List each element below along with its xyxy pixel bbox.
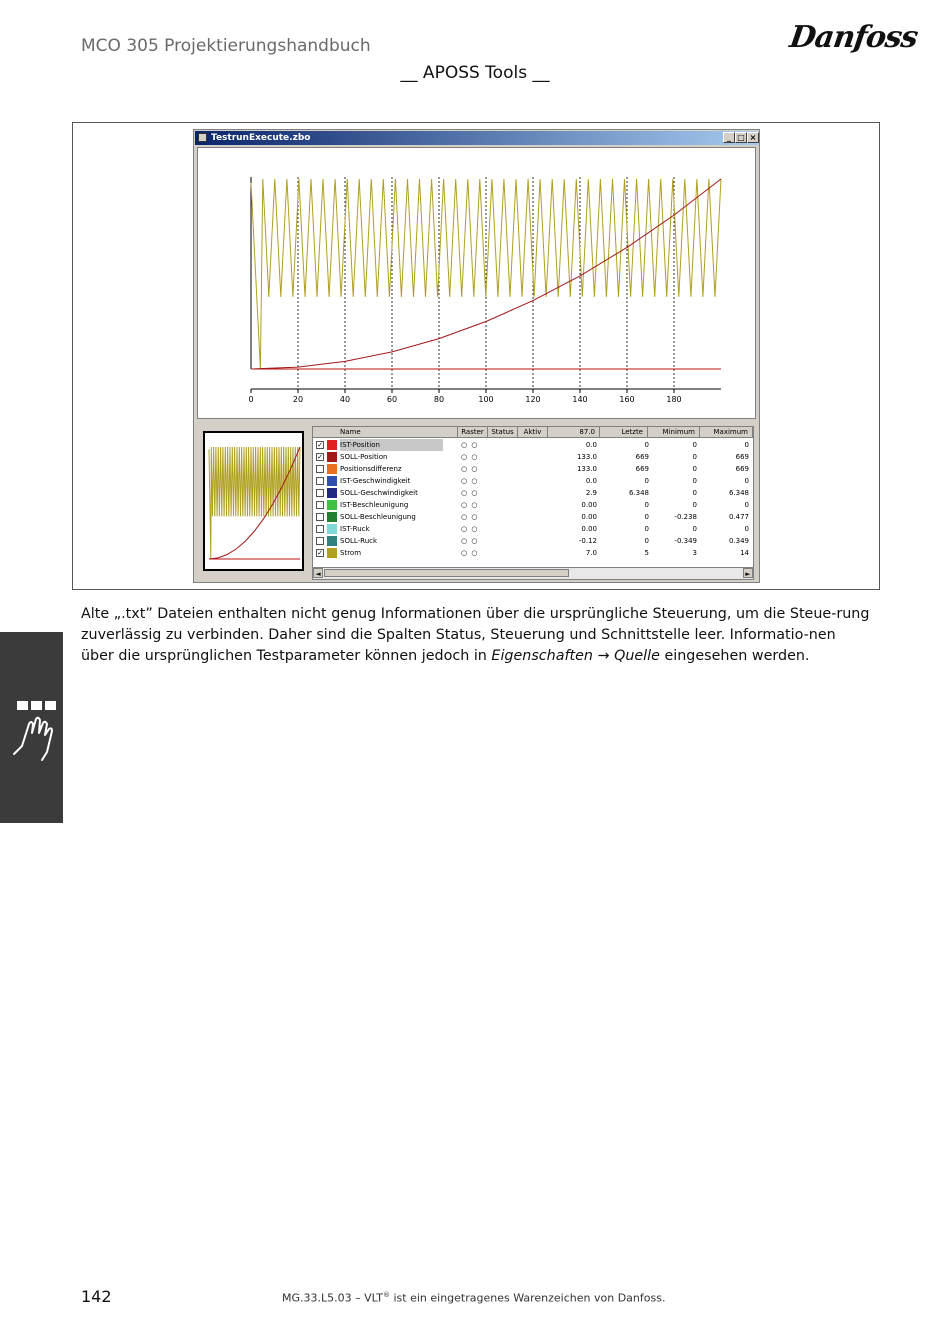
- channel-table: [312, 426, 754, 580]
- raster-radio-icons[interactable]: ○ ○: [461, 441, 479, 449]
- color-swatch[interactable]: [327, 536, 337, 546]
- cell-max: 6.348: [728, 489, 749, 497]
- channel-name: Positionsdifferenz: [340, 465, 402, 473]
- cell-last: 6.348: [628, 489, 649, 497]
- cell-min: 0: [692, 477, 697, 485]
- body-text: [81, 604, 871, 667]
- channel-checkbox[interactable]: ✓: [317, 549, 323, 557]
- channel-name: IST-Position: [340, 439, 443, 451]
- channel-name: IST-Beschleunigung: [340, 501, 409, 509]
- page-number: 142: [81, 1287, 112, 1306]
- quelle-term: Quelle: [614, 648, 660, 664]
- cell-min: -0.238: [674, 513, 697, 521]
- cell-min: 0: [692, 441, 697, 449]
- channel-name: IST-Ruck: [340, 525, 370, 533]
- cell-last: 0: [644, 441, 649, 449]
- x-tick-label: 100: [478, 395, 494, 404]
- channel-name: IST-Geschwindigkeit: [340, 477, 411, 485]
- raster-radio-icons[interactable]: ○ ○: [461, 549, 479, 557]
- cell-min: 0: [692, 465, 697, 473]
- overview-thumbnail[interactable]: [203, 431, 304, 571]
- cell-last: 5: [644, 549, 649, 557]
- scroll-thumb[interactable]: [324, 569, 569, 577]
- header-status[interactable]: Status: [488, 427, 518, 438]
- cell-min: 3: [692, 549, 697, 557]
- table-row[interactable]: [313, 547, 753, 559]
- scroll-left-icon[interactable]: ◄: [313, 568, 323, 578]
- x-tick-label: 180: [666, 395, 682, 404]
- header-minimum[interactable]: Minimum: [648, 427, 700, 438]
- cell-value: 2.9: [585, 489, 597, 497]
- window-title: TestrunExecute.zbo: [211, 133, 311, 143]
- raster-radio-icons[interactable]: ○ ○: [461, 513, 479, 521]
- table-row[interactable]: [313, 475, 753, 487]
- table-row[interactable]: [313, 535, 753, 547]
- table-row[interactable]: [313, 487, 753, 499]
- maximize-button[interactable]: □: [735, 132, 747, 143]
- raster-radio-icons[interactable]: ○ ○: [461, 525, 479, 533]
- cell-max: 669: [735, 465, 749, 473]
- color-swatch[interactable]: [327, 476, 337, 486]
- danfoss-logo: Danfoss: [787, 20, 920, 55]
- channel-checkbox[interactable]: ✓: [317, 453, 323, 461]
- x-tick-label: 40: [339, 395, 351, 404]
- channel-checkbox[interactable]: [316, 465, 324, 473]
- channel-checkbox[interactable]: [316, 513, 324, 521]
- main-chart: [198, 148, 755, 418]
- channel-name: SOLL-Beschleunigung: [340, 513, 416, 521]
- hand-pointer-icon: [0, 632, 63, 823]
- channel-checkbox[interactable]: [316, 537, 324, 545]
- x-tick-label: 80: [433, 395, 445, 404]
- color-swatch[interactable]: [327, 524, 337, 534]
- header-value[interactable]: 87.0: [548, 427, 600, 438]
- cell-min: 0: [692, 525, 697, 533]
- document-title: MCO 305 Projektierungshandbuch: [81, 36, 371, 56]
- body-paragraph: Alte „.txt” Dateien enthalten nicht genug Informationen über die ursprüngliche Steuerung, um die Steue-rung zuverlässig zu verbinden. Daher sind die Spalten Status, Steuerung und Schnittstelle leer. Informatio-nen über die ursprünglichen Testparameter können jedoch in Eigenschaften → Quelle eingesehen werden.: [81, 606, 870, 664]
- cell-last: 0: [644, 537, 649, 545]
- channel-name: Strom: [340, 549, 362, 557]
- header-raster[interactable]: Raster: [458, 427, 488, 438]
- cell-min: 0: [692, 501, 697, 509]
- table-row[interactable]: [313, 463, 753, 475]
- header-aktiv[interactable]: Aktiv: [518, 427, 548, 438]
- x-tick-label: 120: [525, 395, 541, 404]
- cell-last: 669: [635, 453, 649, 461]
- horizontal-scrollbar[interactable]: [313, 567, 753, 579]
- color-swatch[interactable]: [327, 464, 337, 474]
- table-row[interactable]: [313, 523, 753, 535]
- channel-checkbox[interactable]: [316, 501, 324, 509]
- cell-value: 7.0: [585, 549, 597, 557]
- cell-value: 0.0: [585, 441, 597, 449]
- cell-max: 0: [744, 441, 749, 449]
- x-tick-label: 160: [619, 395, 635, 404]
- color-swatch[interactable]: [327, 548, 337, 558]
- x-tick-label: 60: [386, 395, 398, 404]
- series-line-strom: [209, 447, 300, 559]
- color-swatch[interactable]: [327, 512, 337, 522]
- cell-value: 0.0: [585, 477, 597, 485]
- header-maximum[interactable]: Maximum: [700, 427, 753, 438]
- channel-checkbox[interactable]: ✓: [317, 441, 323, 449]
- cell-value: 0.00: [581, 513, 597, 521]
- table-row[interactable]: [313, 511, 753, 523]
- lower-panel: [197, 424, 756, 580]
- channel-checkbox[interactable]: [316, 525, 324, 533]
- header-last[interactable]: Letzte: [600, 427, 648, 438]
- window-app-icon: [198, 133, 207, 142]
- x-tick-label: 140: [572, 395, 588, 404]
- raster-radio-icons[interactable]: ○ ○: [461, 537, 479, 545]
- cell-last: 0: [644, 513, 649, 521]
- raster-radio-icons[interactable]: ○ ○: [461, 465, 479, 473]
- scroll-right-icon[interactable]: ►: [743, 568, 753, 578]
- cell-value: -0.12: [578, 537, 597, 545]
- channel-name: SOLL-Geschwindigkeit: [340, 489, 418, 497]
- arrow-icon: →: [592, 648, 615, 664]
- cell-max: 669: [735, 453, 749, 461]
- table-row[interactable]: [313, 451, 753, 463]
- eigenschaften-term: Eigenschaften: [491, 648, 593, 664]
- section-heading: __ APOSS Tools __: [400, 63, 550, 83]
- cell-max: 0: [744, 525, 749, 533]
- table-row[interactable]: [313, 439, 753, 451]
- color-swatch[interactable]: [327, 488, 337, 498]
- raster-radio-icons[interactable]: ○ ○: [461, 501, 479, 509]
- channel-name: SOLL-Ruck: [340, 537, 378, 545]
- cell-value: 0.00: [581, 501, 597, 509]
- plot-area[interactable]: [197, 147, 756, 419]
- channel-name: SOLL-Position: [340, 453, 388, 461]
- channel-checkbox[interactable]: [316, 477, 324, 485]
- registered-mark: ®: [382, 1291, 390, 1299]
- channel-checkbox[interactable]: [316, 489, 324, 497]
- cell-max: 14: [740, 549, 749, 557]
- raster-radio-icons[interactable]: ○ ○: [461, 489, 479, 497]
- close-button[interactable]: ×: [747, 132, 759, 143]
- footer-text: MG.33.L5.03 – VLT® ist ein eingetragenes Warenzeichen von Danfoss.: [282, 1291, 666, 1305]
- cell-max: 0.477: [728, 513, 749, 521]
- x-tick-label: 20: [292, 395, 304, 404]
- table-row[interactable]: [313, 499, 753, 511]
- cell-min: 0: [692, 489, 697, 497]
- x-tick-label: 0: [248, 395, 254, 404]
- color-swatch[interactable]: [327, 452, 337, 462]
- cell-last: 0: [644, 525, 649, 533]
- cell-min: 0: [692, 453, 697, 461]
- minimize-button[interactable]: _: [723, 132, 735, 143]
- color-swatch[interactable]: [327, 500, 337, 510]
- cell-min: -0.349: [674, 537, 697, 545]
- cell-max: 0: [744, 477, 749, 485]
- cell-value: 133.0: [576, 453, 597, 461]
- cell-last: 669: [635, 465, 649, 473]
- app-window: [193, 129, 760, 583]
- chapter-sidebar-tab: [0, 632, 63, 823]
- color-swatch[interactable]: [327, 440, 337, 450]
- raster-radio-icons[interactable]: ○ ○: [461, 453, 479, 461]
- cell-value: 133.0: [576, 465, 597, 473]
- cell-last: 0: [644, 501, 649, 509]
- cell-value: 0.00: [581, 525, 597, 533]
- cell-max: 0: [744, 501, 749, 509]
- cell-max: 0.349: [728, 537, 749, 545]
- raster-radio-icons[interactable]: ○ ○: [461, 477, 479, 485]
- thumbnail-chart: [205, 433, 302, 569]
- header-name[interactable]: Name: [313, 427, 458, 438]
- cell-last: 0: [644, 477, 649, 485]
- window-titlebar: [195, 131, 758, 145]
